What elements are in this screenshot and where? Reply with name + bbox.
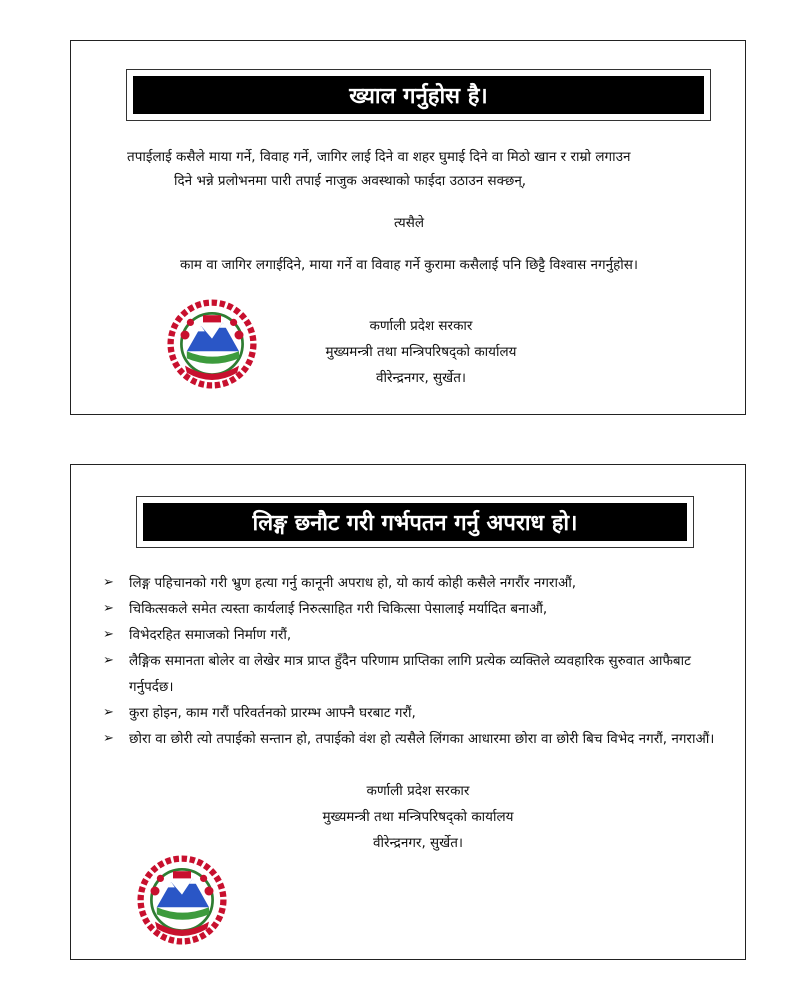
signature-line: कर्णाली प्रदेश सरकार [369, 318, 473, 334]
bullet-list [103, 570, 733, 752]
signature-line: वीरेन्द्रनगर, सुर्खेत। [372, 835, 464, 851]
arrowhead-bullet-icon: ➢ [103, 575, 114, 590]
notice-title: ख्याल गर्नुहोस है। [133, 76, 704, 114]
list-item-text: छोरा वा छोरी त्यो तपाईको सन्तान हो, तपाईको वंश हो त्यसैले लिंगका आधारमा छोरा वा छोरी बिच विभेद नगरौं, नगराऔं। [129, 731, 715, 747]
arrowhead-bullet-icon: ➢ [103, 653, 114, 668]
list-item [103, 700, 733, 726]
nepal-emblem-icon [137, 855, 227, 945]
warning-text: काम वा जागिर लगाईदिने, माया गर्ने वा विवाह गर्ने कुरामा कसैलाई पनि छिट्टै विश्वास नगर्नुहोस। [179, 257, 639, 273]
list-item-text: चिकित्सकले समेत त्यस्ता कार्यलाई निरुत्साहित गरी चिकित्सा पेसालाई मर्यादित बनाऔं, [129, 601, 548, 617]
notice-paragraph-line: दिने भन्ने प्रलोभनमा पारी तपाई नाजुक अवस्थाको फाईदा उठाउन सक्छन्, [174, 173, 527, 189]
list-item-text: लैङ्गिक समानता बोलेर वा लेखेर मात्र प्राप्त हुँदैन परिणाम प्राप्तिका लागि प्रत्येक व्यक्तिले व्यवहारिक सुरुवात आफैबाट गर्नुपर्दछ। [129, 653, 691, 695]
therefore-text: त्यसैले [393, 215, 425, 231]
list-item [103, 648, 733, 700]
arrowhead-bullet-icon: ➢ [103, 731, 114, 746]
signature-block [268, 778, 568, 856]
arrowhead-bullet-icon: ➢ [103, 705, 114, 720]
signature-line: मुख्यमन्त्री तथा मन्त्रिपरिषद्को कार्यालय [322, 809, 514, 825]
nepal-emblem-icon [167, 299, 257, 389]
list-item [103, 726, 733, 752]
title-frame [136, 496, 694, 548]
signature-line: मुख्यमन्त्री तथा मन्त्रिपरिषद्को कार्यालय [325, 344, 517, 360]
arrowhead-bullet-icon: ➢ [103, 601, 114, 616]
signature-block [271, 313, 571, 391]
list-item [103, 596, 733, 622]
list-item [103, 622, 733, 648]
notice-paragraph-line: तपाईलाई कसैले माया गर्ने, विवाह गर्ने, जागिर लाई दिने वा शहर घुमाई दिने वा मिठो खान र राम्रो लगाउन [127, 149, 631, 165]
notice-title: लिङ्ग छनौट गरी गर्भपतन गर्नु अपराध हो। [143, 503, 687, 541]
arrowhead-bullet-icon: ➢ [103, 627, 114, 642]
list-item [103, 570, 733, 596]
notice-card-sex-selection [70, 464, 746, 960]
list-item-text: लिङ्ग पहिचानको गरी भ्रुण हत्या गर्नु कानूनी अपराध हो, यो कार्य कोही कसैले नगरौंर नगराऔं, [129, 575, 577, 591]
list-item-text: विभेदरहित समाजको निर्माण गरौं, [129, 627, 292, 643]
signature-line: वीरेन्द्रनगर, सुर्खेत। [375, 370, 467, 386]
list-item-text: कुरा होइन, काम गरौं परिवर्तनको प्रारम्भ आफ्नै घरबाट गरौं, [129, 705, 416, 721]
title-frame [126, 69, 711, 121]
signature-line: कर्णाली प्रदेश सरकार [366, 783, 470, 799]
notice-card-caution [70, 40, 746, 415]
